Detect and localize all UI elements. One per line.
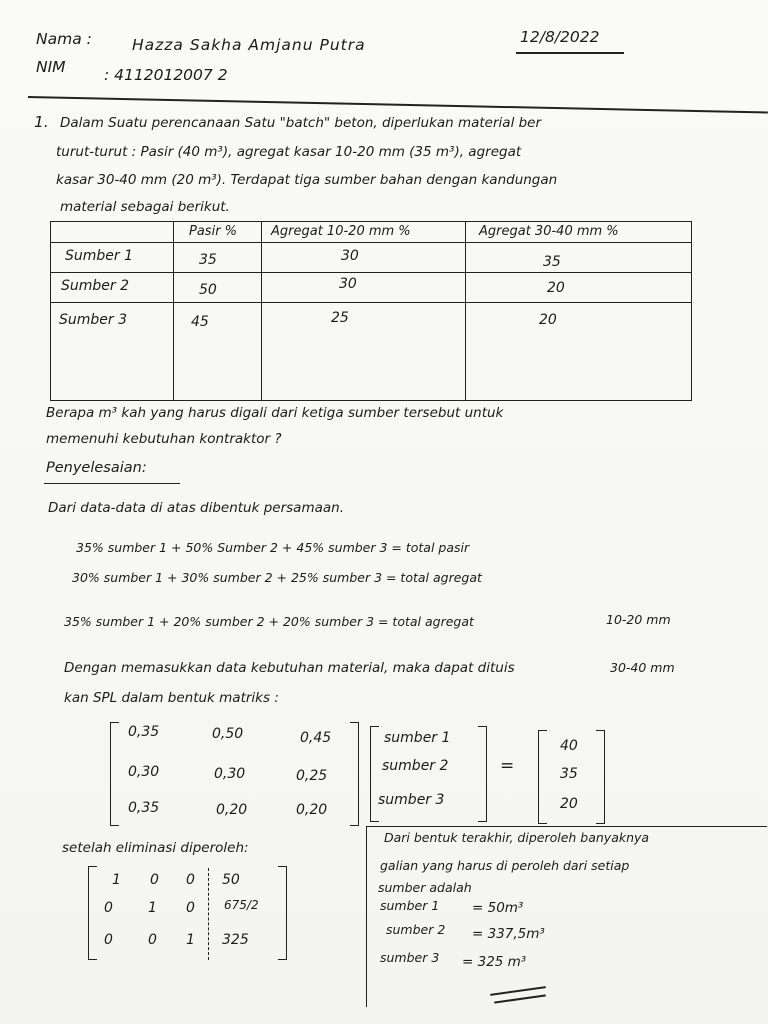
equation: 35% sumber 1 + 20% sumber 2 + 20% sumber 3 = total agregat (64, 614, 474, 629)
table-cell: 50 (199, 282, 217, 298)
result-label: sumber 1 (380, 898, 440, 913)
question-number: 1. (34, 113, 49, 131)
table-cell: Sumber 1 (65, 248, 134, 264)
question-line: material sebagai berikut. (60, 199, 230, 215)
elim-cell: 0 (186, 900, 195, 916)
elim-cell: 1 (148, 900, 157, 916)
question-line: Berapa m³ kah yang harus digali dari ketiga sumber tersebut untuk (46, 405, 504, 421)
matrix-bracket-right (350, 722, 359, 826)
question-line: kasar 30-40 mm (20 m³). Terdapat tiga sumber bahan dengan kandungan (56, 172, 558, 188)
equation: 35% sumber 1 + 50% Sumber 2 + 45% sumber 3 = total pasir (76, 540, 470, 555)
elim-cell: 325 (222, 932, 249, 948)
vector-x-cell: sumber 2 (382, 758, 449, 774)
table-row-divider (51, 302, 691, 303)
conclusion-line: Dari bentuk terakhir, diperoleh banyaknya (384, 830, 650, 845)
spl-line: kan SPL dalam bentuk matriks : (64, 690, 279, 706)
elim-cell: 0 (104, 932, 113, 948)
elim-cell: 675/2 (224, 898, 259, 912)
matrix-bracket-left (88, 866, 97, 960)
result-label: sumber 3 (380, 950, 440, 965)
equals-sign: = (500, 756, 515, 776)
spl-line: Dengan memasukkan data kebutuhan material, maka dapat dituis (64, 660, 515, 676)
matrix-a-cell: 0,20 (216, 802, 248, 818)
question-line: turut-turut : Pasir (40 m³), agregat kasar 10-20 mm (35 m³), agregat (56, 144, 522, 160)
matrix-bracket-left (110, 722, 119, 826)
vector-b-cell: 40 (560, 738, 578, 754)
result-value: = 337,5m³ (472, 926, 545, 942)
table-cell: Sumber 3 (59, 312, 128, 328)
table-cell: 20 (539, 312, 557, 328)
elim-cell: 0 (150, 872, 159, 888)
table-cell: 25 (331, 310, 349, 326)
equation-unit: 30-40 mm (610, 660, 675, 675)
question-line: memenuhi kebutuhan kontraktor ? (46, 431, 282, 447)
matrix-bracket-left (538, 730, 547, 824)
result-value: = 325 m³ (462, 954, 527, 970)
nim-label: NIM (36, 58, 66, 76)
table-row-divider (51, 242, 691, 243)
matrix-a-cell: 0,35 (128, 724, 160, 740)
elim-cell: 0 (148, 932, 157, 948)
heading-underline (44, 483, 180, 484)
matrix-a-cell: 0,30 (128, 764, 160, 780)
matrix-a-cell: 0,20 (296, 802, 328, 818)
table-col-divider (465, 222, 466, 400)
nim-value: : 4112012007 2 (104, 66, 228, 84)
solution-intro: Dari data-data di atas dibentuk persamaan. (48, 500, 344, 516)
elim-cell: 1 (112, 872, 121, 888)
name-label: Nama : (36, 30, 92, 48)
result-value: = 50m³ (472, 900, 524, 916)
matrix-bracket-right (596, 730, 605, 824)
table-cell: 45 (191, 314, 209, 330)
vector-b-cell: 20 (560, 796, 578, 812)
matrix-a-cell: 0,35 (128, 800, 160, 816)
result-label: sumber 2 (386, 922, 446, 937)
table-cell: 30 (339, 276, 357, 292)
conclusion-box (366, 826, 767, 1007)
matrix-a-cell: 0,45 (300, 730, 332, 746)
equation-unit: 10-20 mm (606, 612, 671, 627)
table-header: Pasir % (189, 224, 238, 239)
table-header: Agregat 30-40 mm % (479, 224, 619, 239)
augmented-divider (208, 868, 209, 960)
table-cell: 35 (199, 252, 217, 268)
matrix-bracket-right (478, 726, 487, 822)
conclusion-line: galian yang harus di peroleh dari setiap (380, 858, 630, 873)
header-divider (28, 96, 768, 113)
matrix-a-cell: 0,50 (212, 726, 244, 742)
equation: 30% sumber 1 + 30% sumber 2 + 25% sumber 3 = total agregat (72, 570, 482, 585)
vector-x-cell: sumber 1 (384, 730, 451, 746)
table-cell: 30 (341, 248, 359, 264)
matrix-a-cell: 0,30 (214, 766, 246, 782)
table-row-divider (51, 272, 691, 273)
table-col-divider (173, 222, 174, 400)
material-table (50, 221, 692, 401)
table-cell: 20 (547, 280, 565, 296)
elimination-heading: setelah eliminasi diperoleh: (62, 840, 249, 856)
name-value: Hazza Sakha Amjanu Putra (132, 36, 366, 54)
vector-x-cell: sumber 3 (378, 792, 445, 808)
question-line: Dalam Suatu perencanaan Satu "batch" beton, diperlukan material ber (60, 115, 542, 131)
matrix-a-cell: 0,25 (296, 768, 328, 784)
elim-cell: 1 (186, 932, 195, 948)
solution-heading: Penyelesaian: (46, 460, 147, 476)
elim-cell: 50 (222, 872, 240, 888)
table-col-divider (261, 222, 262, 400)
table-cell: Sumber 2 (61, 278, 130, 294)
date-underline (516, 52, 624, 54)
matrix-bracket-right (278, 866, 287, 960)
elim-cell: 0 (104, 900, 113, 916)
table-header: Agregat 10-20 mm % (271, 224, 411, 239)
vector-b-cell: 35 (560, 766, 578, 782)
date: 12/8/2022 (520, 28, 600, 46)
conclusion-line: sumber adalah (378, 880, 472, 895)
elim-cell: 0 (186, 872, 195, 888)
table-cell: 35 (543, 254, 561, 270)
